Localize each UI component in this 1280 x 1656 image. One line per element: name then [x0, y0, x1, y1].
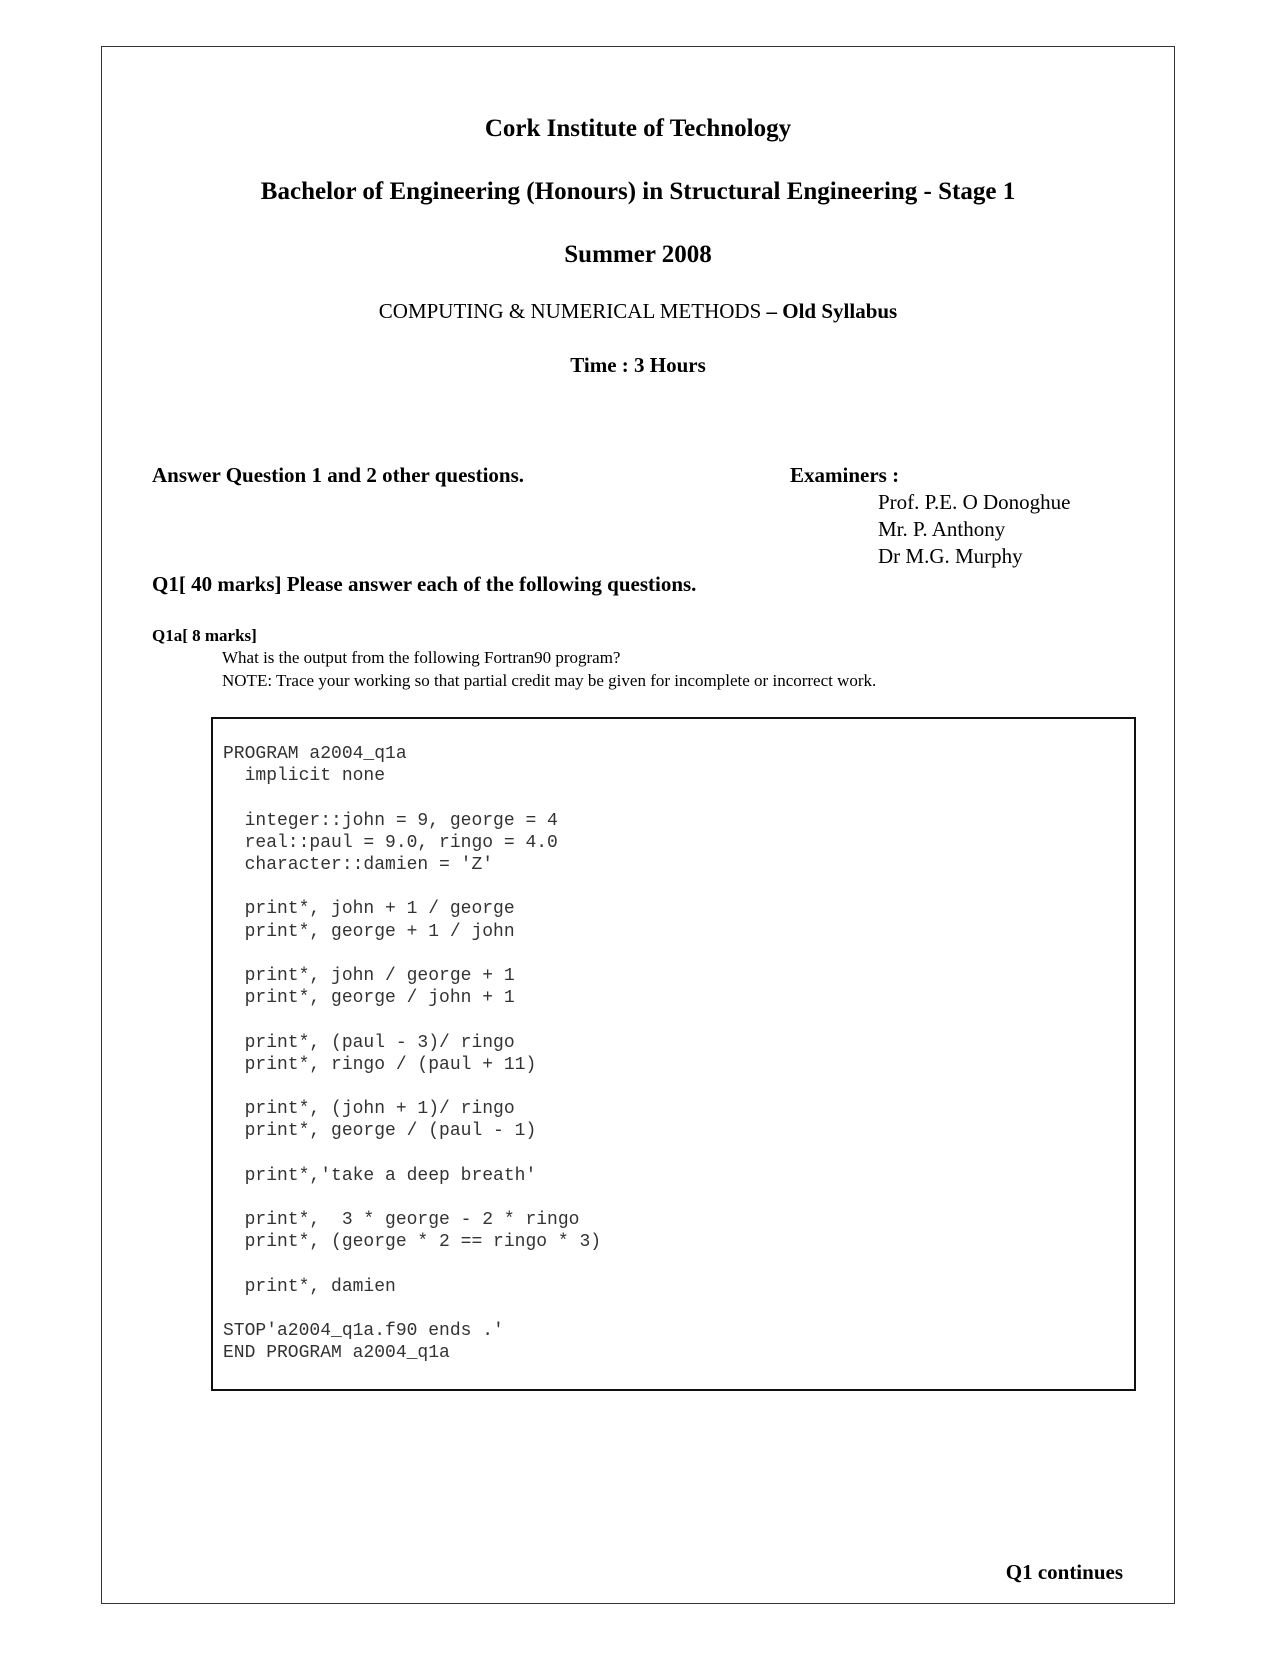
exam-duration: Time : 3 Hours [570, 353, 706, 377]
question-1a-prompt: What is the output from the following Fortran90 program? [222, 648, 621, 667]
programme-title: Bachelor of Engineering (Honours) in Structural Engineering - Stage 1 [260, 178, 1016, 205]
module-title [101, 299, 1175, 324]
module-name: COMPUTING & NUMERICAL METHODS [378, 299, 762, 323]
question-1a-heading: Q1a[ 8 marks] [152, 626, 257, 645]
fortran-code-listing: PROGRAM a2004_q1a implicit none integer::john = 9, george = 4 real::paul = 9.0, ringo = 4.0 character::damien = 'Z' print*, john + 1 / george print*, george + 1 / john print*, john / george + 1 print*, george / john + 1 print*, (paul - 3)/ ringo print*, ringo / (paul + 11) print*, (john + 1)/ ringo print*, george / (paul - 1) print*,'take a deep breath' print*, 3 * george - 2 * ringo print*, (george * 2 == ringo * 3) print*, damien STOP'a2004_q1a.f90 ends .' END PROGRAM a2004_q1a [223, 744, 602, 1364]
module-syllabus: – Old Syllabus [761, 299, 898, 323]
institution-title: Cork Institute of Technology [484, 115, 792, 142]
examiner-name: Mr. P. Anthony [878, 517, 1006, 541]
page-continuation-note: Q1 continues [1005, 1560, 1123, 1584]
question-1-heading: Q1[ 40 marks] Please answer each of the following questions. [152, 572, 697, 596]
examiner-name: Dr M.G. Murphy [878, 544, 1023, 568]
examiner-name: Prof. P.E. O Donoghue [878, 490, 1071, 514]
examiners-label: Examiners : [790, 463, 900, 487]
exam-session: Summer 2008 [564, 241, 712, 268]
exam-instructions: Answer Question 1 and 2 other questions. [152, 463, 525, 487]
question-1a-note: NOTE: Trace your working so that partial credit may be given for incomplete or incorrect work. [222, 671, 877, 690]
